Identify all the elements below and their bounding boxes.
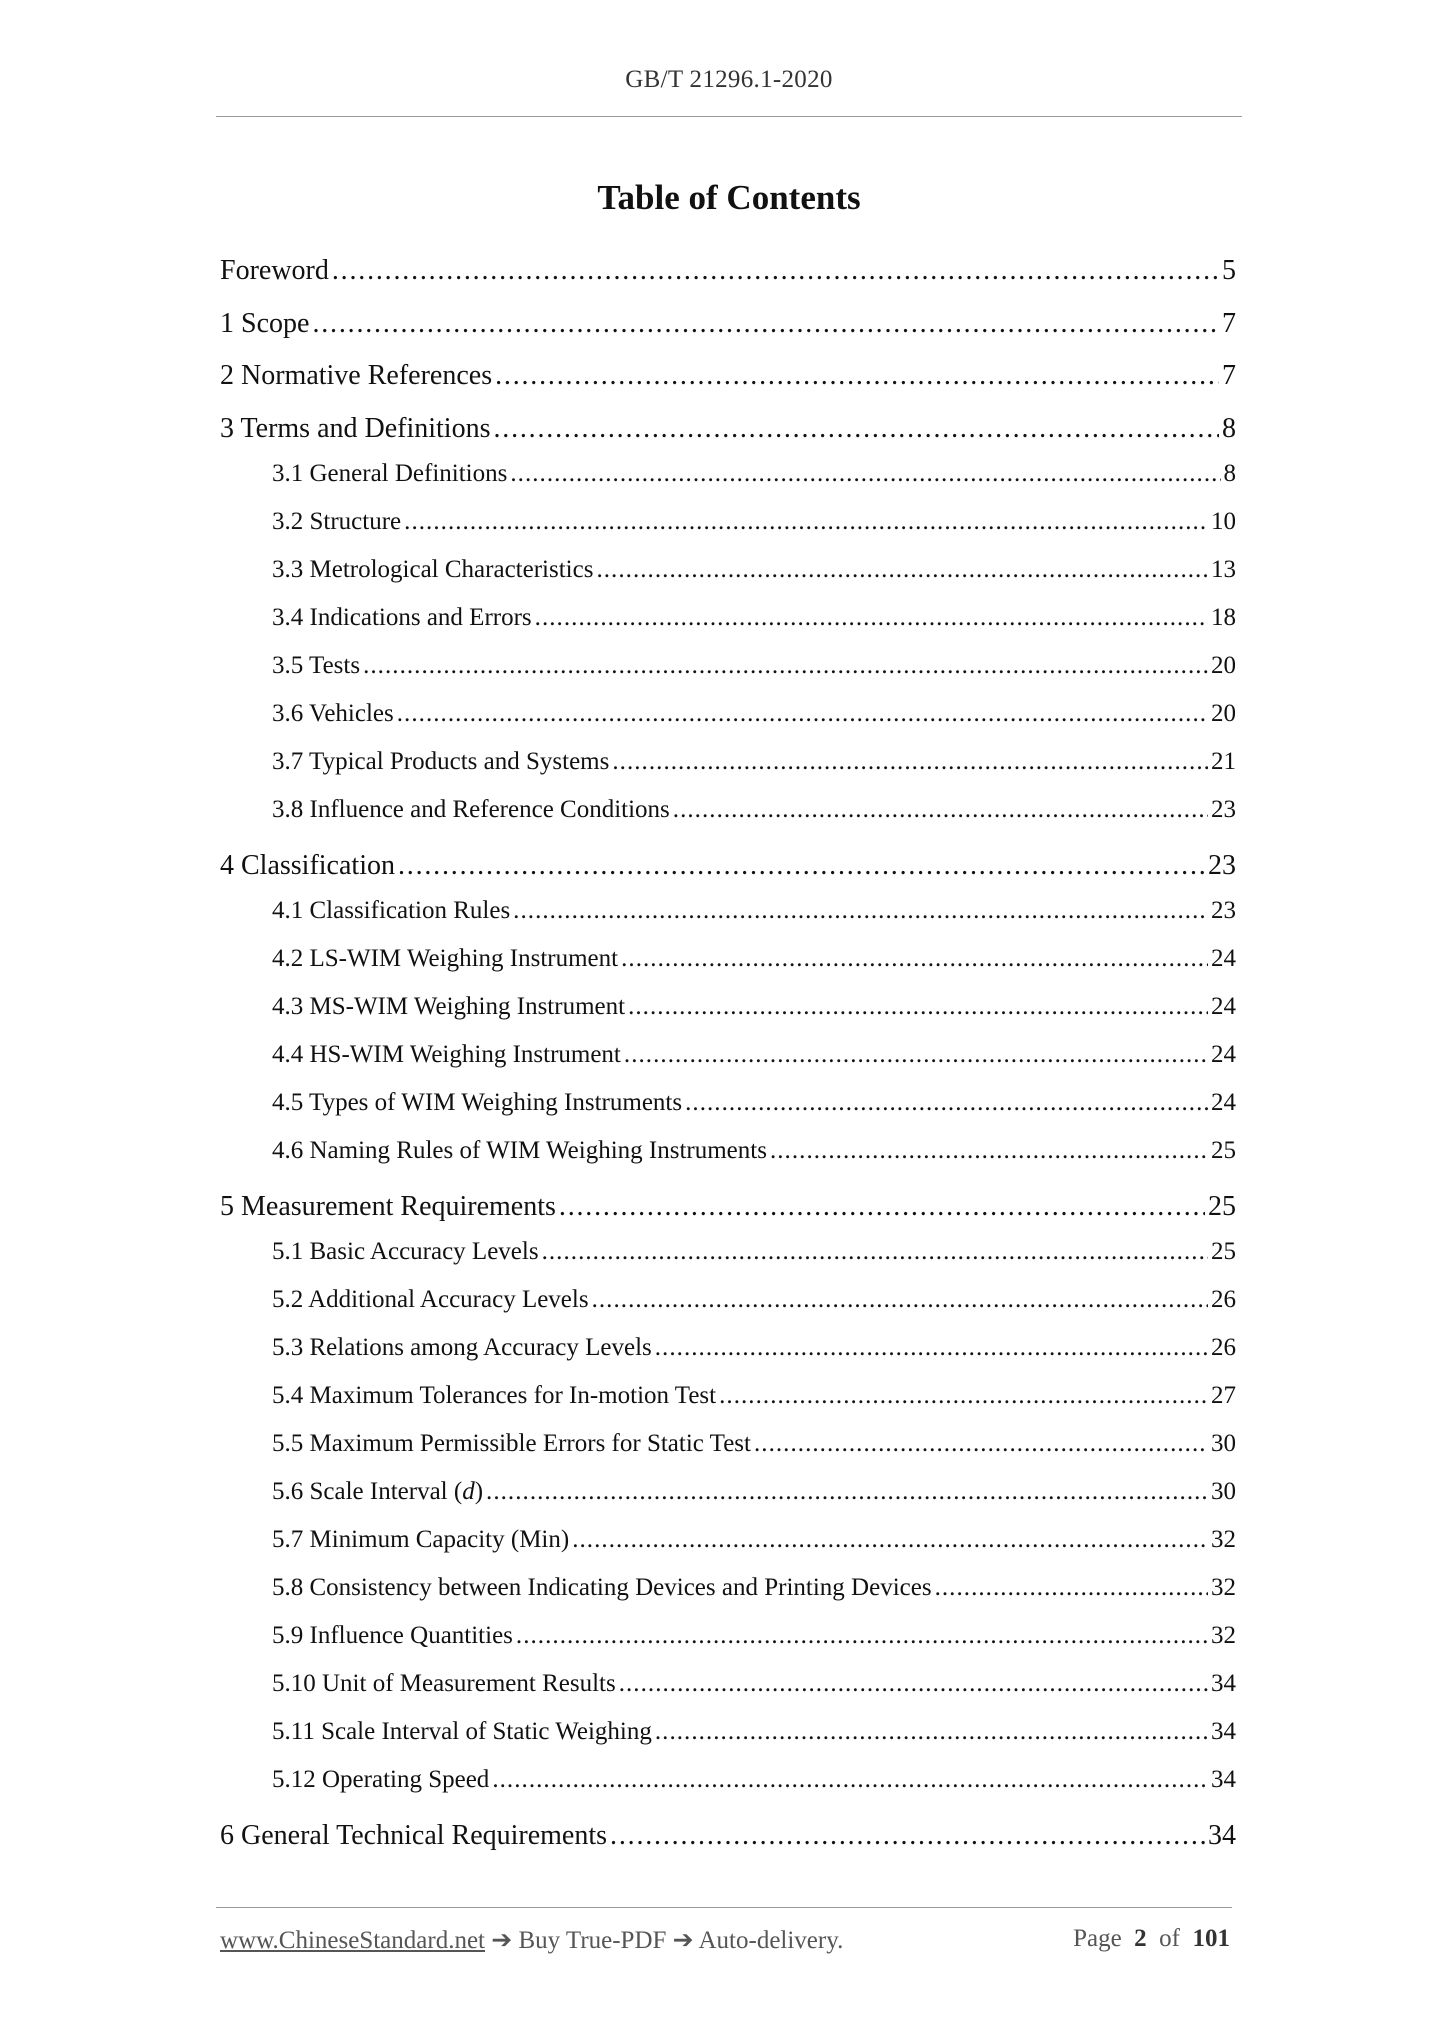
toc-dot-leader (559, 1188, 1205, 1226)
toc-dot-leader (397, 697, 1208, 731)
toc-dot-leader (312, 305, 1219, 343)
toc-dot-leader (619, 1667, 1208, 1701)
toc-subsection-entry[interactable] (272, 553, 1236, 587)
toc-subsection-entry[interactable] (272, 1667, 1236, 1701)
toc-page-number: 25 (1208, 1190, 1236, 1222)
toc-entry-label (272, 1235, 539, 1269)
toc-entry-label-text: 4.3 MS-WIM Weighing Instrument (272, 993, 626, 1020)
toc-subsection-entry[interactable] (272, 601, 1236, 635)
toc-entry-label-text: 5 Measurement Requirements (220, 1190, 556, 1222)
toc-subsection-entry[interactable] (272, 649, 1236, 683)
toc-entry-label (220, 847, 395, 885)
toc-dot-leader (398, 847, 1205, 885)
toc-dot-leader (624, 1038, 1208, 1072)
toc-entry-label (272, 745, 609, 779)
toc-entry-label-text: 3.6 Vehicles (272, 700, 394, 727)
toc-page-number: 10 (1211, 508, 1236, 535)
toc-entry-label (220, 410, 490, 448)
toc-entry-label (272, 1667, 616, 1701)
toc-dot-leader (655, 1715, 1208, 1749)
toc-entry-label-text: 3.2 Structure (272, 508, 402, 535)
toc-subsection-entry[interactable] (272, 1331, 1236, 1365)
toc-dot-leader (612, 745, 1208, 779)
toc-entry-label-text: 3.8 Influence and Reference Conditions (272, 796, 670, 823)
toc-entry-label-text: 1 Scope (220, 307, 310, 339)
toc-page-number: 8 (1222, 412, 1236, 444)
toc-entry-label-text: 5.3 Relations among Accuracy Levels (272, 1334, 652, 1361)
page-word: Page (1073, 1925, 1122, 1952)
toc-subsection-entry[interactable] (272, 1523, 1236, 1557)
toc-entry-label (272, 601, 532, 635)
toc-subsection-entry[interactable] (272, 990, 1236, 1024)
toc-entry-label-text: 5.2 Additional Accuracy Levels (272, 1286, 589, 1313)
toc-entry-label (272, 505, 401, 539)
toc-dot-leader (516, 1619, 1208, 1653)
toc-page-number: 7 (1222, 307, 1236, 339)
toc-entry-label-text: 3.1 General Definitions (272, 460, 508, 487)
toc-page-number: 34 (1211, 1670, 1236, 1697)
toc-page-number: 32 (1211, 1526, 1236, 1553)
toc-entry-label (272, 1571, 932, 1605)
toc-entry-label-text: 4.2 LS-WIM Weighing Instrument (272, 945, 619, 972)
toc-page-number: 7 (1222, 360, 1236, 391)
toc-entry-label-text: 3.3 Metrological Characteristics (272, 556, 594, 583)
toc-entry-label (220, 305, 309, 343)
toc-page-number: 34 (1208, 1819, 1236, 1851)
toc-subsection-entry[interactable] (272, 1427, 1236, 1461)
toc-page-number: 13 (1211, 556, 1236, 583)
toc-entry-label-text: 5.10 Unit of Measurement Results (272, 1670, 616, 1697)
toc-page-number: 20 (1211, 700, 1236, 727)
toc-entry-label (272, 1427, 751, 1461)
toc-entry-label-suffix: ) (474, 1478, 484, 1505)
toc-entry-label-text: 4.6 Naming Rules of WIM Weighing Instruments (272, 1137, 767, 1164)
footer-promo (220, 1925, 843, 1955)
toc-dot-leader (513, 894, 1208, 928)
toc-page-number: 32 (1211, 1574, 1236, 1601)
toc-section-entry[interactable] (220, 1817, 1236, 1855)
toc-dot-leader (493, 410, 1219, 448)
page-total: 101 (1192, 1925, 1230, 1952)
toc-entry-label-text: 4 Classification (220, 849, 395, 881)
toc-dot-leader (685, 1086, 1208, 1120)
site-link[interactable]: www.ChineseStandard.net (220, 1927, 485, 1954)
toc-dot-leader (935, 1571, 1208, 1605)
toc-entry-label-text: 5.4 Maximum Tolerances for In-motion Test (272, 1382, 717, 1409)
running-header: GB/T 21296.1-2020 (625, 66, 833, 93)
toc-dot-leader (495, 357, 1219, 395)
toc-dot-leader (542, 1235, 1208, 1269)
toc-page-number: 34 (1211, 1766, 1236, 1793)
toc-subsection-entry[interactable] (272, 1475, 1236, 1509)
toc-page-number: 8 (1223, 460, 1236, 487)
toc-entry-label (272, 942, 618, 976)
toc-entry-label (272, 697, 394, 731)
toc-page-number: 5 (1222, 255, 1236, 286)
toc-page-number: 26 (1211, 1334, 1236, 1361)
toc-dot-leader (655, 1331, 1208, 1365)
toc-section-entry[interactable] (220, 410, 1236, 448)
toc-subsection-entry[interactable] (272, 1379, 1236, 1413)
toc-entry-label-text: 6 General Technical Requirements (220, 1819, 608, 1851)
toc-entry-label (272, 1038, 621, 1072)
toc-entry-label-text: 5.9 Influence Quantities (272, 1622, 513, 1649)
toc-entry-label (272, 894, 510, 928)
toc-section-entry[interactable] (220, 847, 1236, 885)
toc-dot-leader (404, 505, 1208, 539)
toc-entry-label-text: 2 Normative References (220, 360, 493, 391)
toc-dot-leader (621, 942, 1208, 976)
toc-dot-leader (754, 1427, 1208, 1461)
toc-section-entry[interactable] (220, 305, 1236, 343)
toc-entry-label (220, 1817, 607, 1855)
toc-section-entry[interactable] (220, 357, 1236, 395)
toc-entry-label (272, 1715, 652, 1749)
toc-subsection-entry[interactable] (272, 505, 1236, 539)
toc-entry-label-text: 5.1 Basic Accuracy Levels (272, 1238, 539, 1265)
toc-subsection-entry[interactable] (272, 1715, 1236, 1749)
toc-entry-label-text: 4.5 Types of WIM Weighing Instruments (272, 1089, 683, 1116)
toc-page-number: 26 (1211, 1286, 1236, 1313)
page-current: 2 (1134, 1925, 1147, 1952)
toc-dot-leader (628, 990, 1208, 1024)
toc-dot-leader (510, 457, 1220, 491)
toc-subsection-entry[interactable] (272, 745, 1236, 779)
toc-page-number: 24 (1211, 1041, 1236, 1068)
toc-entry-label (272, 1619, 513, 1653)
toc-page-number: 25 (1211, 1137, 1236, 1164)
toc-dot-leader (592, 1283, 1208, 1317)
toc-dot-leader (486, 1475, 1208, 1509)
toc-entry-label (272, 1523, 569, 1557)
toc-entry-label-text: 5.7 Minimum Capacity (Min) (272, 1526, 570, 1553)
toc-entry-label (272, 990, 625, 1024)
toc-entry-label-italic: d (462, 1478, 475, 1505)
toc-subsection-entry[interactable] (272, 1571, 1236, 1605)
toc-subsection-entry[interactable] (272, 793, 1236, 827)
toc-page-number: 34 (1211, 1718, 1236, 1745)
toc-entry-label-text: 4.4 HS-WIM Weighing Instrument (272, 1041, 621, 1068)
toc-page-number: 27 (1211, 1382, 1236, 1409)
page-of: of (1159, 1925, 1180, 1952)
footer-promo-text: ➔ Buy True-PDF ➔ Auto-delivery. (485, 1927, 844, 1954)
footer-divider (216, 1907, 1232, 1908)
toc-page-number: 23 (1208, 849, 1236, 881)
toc-subsection-entry[interactable] (272, 1086, 1236, 1120)
toc-entry-label-text: 5.6 Scale Interval ( (272, 1478, 463, 1505)
toc-subsection-entry[interactable] (272, 1763, 1236, 1797)
toc-page-number: 32 (1211, 1622, 1236, 1649)
toc-page-number: 23 (1211, 897, 1236, 924)
toc-entry-label-text: Foreword (220, 255, 329, 286)
toc-section-entry[interactable] (220, 252, 1236, 290)
toc-page-number: 21 (1211, 748, 1236, 775)
page-footer (220, 1925, 1230, 1961)
toc-page-number: 20 (1211, 652, 1236, 679)
toc-page-number: 25 (1211, 1238, 1236, 1265)
toc-entry-label (272, 1763, 489, 1797)
toc-entry-label (272, 793, 670, 827)
toc-page-number: 30 (1211, 1478, 1236, 1505)
page-title: Table of Contents (597, 178, 861, 217)
toc-subsection-entry[interactable] (272, 457, 1236, 491)
toc-page-number: 24 (1211, 1089, 1236, 1116)
toc-page-number: 24 (1211, 945, 1236, 972)
toc-section-entry[interactable] (220, 1188, 1236, 1226)
toc-dot-leader (572, 1523, 1208, 1557)
header-divider (216, 116, 1242, 117)
toc-page-number: 24 (1211, 993, 1236, 1020)
toc-entry-label (272, 1134, 767, 1168)
toc-subsection-entry[interactable] (272, 1134, 1236, 1168)
toc-dot-leader (492, 1763, 1208, 1797)
toc-dot-leader (673, 793, 1208, 827)
toc-subsection-entry[interactable] (272, 942, 1236, 976)
toc-entry-label-text: 5.5 Maximum Permissible Errors for Static Test (272, 1430, 751, 1457)
toc-page-number: 18 (1211, 604, 1236, 631)
toc-entry-label (272, 1379, 716, 1413)
toc-entry-label (272, 553, 593, 587)
toc-subsection-entry[interactable] (272, 1283, 1236, 1317)
toc-entry-label (220, 357, 492, 395)
toc-dot-leader (332, 252, 1219, 290)
toc-subsection-entry[interactable] (272, 697, 1236, 731)
toc-entry-label (272, 1331, 652, 1365)
toc-page-number: 30 (1211, 1430, 1236, 1457)
toc-entry-label (220, 1188, 556, 1226)
toc-page-number: 23 (1211, 796, 1236, 823)
toc-dot-leader (535, 601, 1208, 635)
toc-entry-label (272, 457, 507, 491)
page-number (1073, 1925, 1230, 1953)
toc-subsection-entry[interactable] (272, 1235, 1236, 1269)
toc-dot-leader (719, 1379, 1208, 1413)
toc-entry-label (272, 1283, 589, 1317)
toc-entry-label-text: 3.5 Tests (272, 652, 361, 679)
toc-entry-label-text: 3.4 Indications and Errors (272, 604, 532, 631)
toc-entry-label-text: 5.11 Scale Interval of Static Weighing (272, 1718, 652, 1745)
toc-entry-label-text: 3 Terms and Definitions (220, 412, 491, 444)
toc-subsection-entry[interactable] (272, 1038, 1236, 1072)
toc-entry-label (272, 1086, 682, 1120)
toc-entry-label (272, 649, 360, 683)
toc-entry-label (272, 1475, 483, 1509)
toc-entry-label-text: 5.8 Consistency between Indicating Devices and Printing Devices (272, 1574, 932, 1601)
toc-dot-leader (363, 649, 1208, 683)
toc-dot-leader (770, 1134, 1208, 1168)
toc-dot-leader (596, 553, 1208, 587)
toc-subsection-entry[interactable] (272, 894, 1236, 928)
toc-subsection-entry[interactable] (272, 1619, 1236, 1653)
toc-dot-leader (610, 1817, 1205, 1855)
toc-entry-label-text: 5.12 Operating Speed (272, 1766, 490, 1793)
toc-entry-label-text: 4.1 Classification Rules (272, 897, 511, 924)
toc-entry-label-text: 3.7 Typical Products and Systems (272, 748, 610, 775)
toc-entry-label (220, 252, 329, 290)
